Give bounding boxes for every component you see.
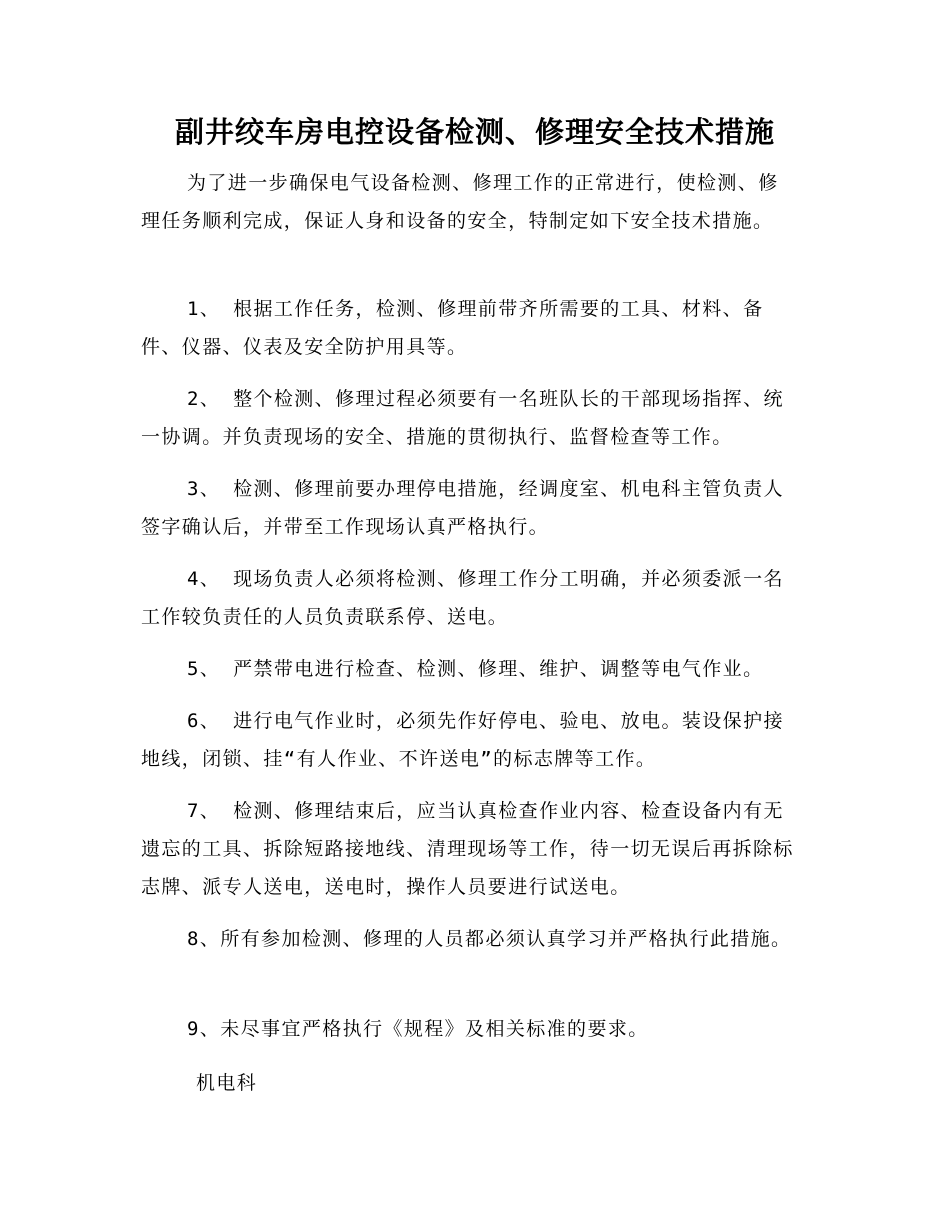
item-number: 3、: [187, 478, 234, 500]
item-text: 严禁带电进行检查、检测、修理、维护、调整等电气作业。: [233, 658, 764, 680]
item-number: 7、: [187, 800, 234, 822]
list-item: [141, 290, 795, 366]
list-item: [141, 1010, 795, 1048]
item-number: 8、: [187, 928, 221, 950]
item-text: 未尽事宜严格执行《规程》及相关标准的要求。: [220, 1018, 649, 1040]
item-number: 6、: [187, 710, 234, 732]
item-text: 现场负责人必须将检测、修理工作分工明确，并必须委派一名工作较负责任的人员负责联系停、送电。: [141, 568, 784, 628]
list-item: [141, 920, 795, 958]
list-item: [141, 470, 795, 546]
item-number: 9、: [187, 1018, 221, 1040]
signature-department: 机电科: [196, 1072, 258, 1094]
intro-paragraph: 为了进一步确保电气设备检测、修理工作的正常进行，使检测、修理任务顺利完成，保证人身和设备的安全，特制定如下安全技术措施。: [141, 172, 779, 232]
list-item: [141, 650, 795, 688]
list-item: [141, 380, 795, 456]
item-text: 整个检测、修理过程必须要有一名班队长的干部现场指挥、统一协调。并负责现场的安全、措施的贯彻执行、监督检查等工作。: [141, 388, 784, 448]
item-text: 检测、修理结束后，应当认真检查作业内容、检查设备内有无遗忘的工具、拆除短路接地线、清理现场等工作，待一切无误后再拆除标志牌、派专人送电，送电时，操作人员要进行试送电。: [141, 800, 794, 898]
list-item: [141, 702, 795, 778]
item-number: 2、: [187, 388, 234, 410]
item-number: 1、: [187, 298, 234, 320]
item-text: 根据工作任务，检测、修理前带齐所需要的工具、材料、备件、仪器、仪表及安全防护用具等。: [141, 298, 764, 358]
item-text: 检测、修理前要办理停电措施，经调度室、机电科主管负责人签字确认后，并带至工作现场认真严格执行。: [141, 478, 784, 538]
item-text: 进行电气作业时，必须先作好停电、验电、放电。装设保护接地线，闭锁、挂“有人作业、不许送电”的标志牌等工作。: [141, 710, 784, 770]
list-item: [141, 792, 795, 906]
item-text: 所有参加检测、修理的人员都必须认真学习并严格执行此措施。: [220, 928, 792, 950]
item-number: 4、: [187, 568, 234, 590]
item-number: 5、: [187, 658, 234, 680]
document-title: 副井绞车房电控设备检测、修理安全技术措施: [174, 115, 775, 149]
list-item: [141, 560, 795, 636]
